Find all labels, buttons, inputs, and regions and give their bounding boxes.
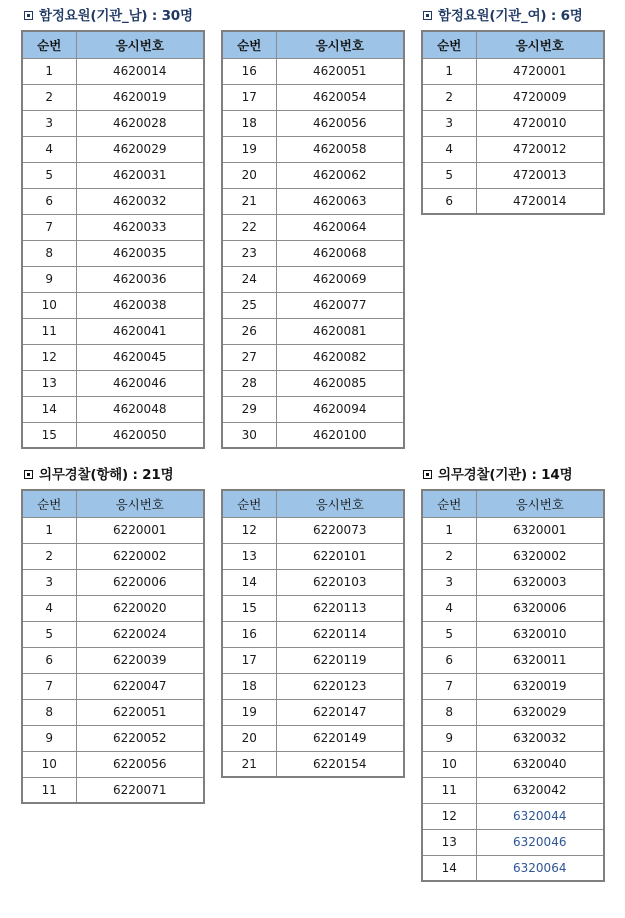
seq-cell: 5 (422, 621, 476, 647)
seq-cell: 10 (422, 751, 476, 777)
seq-cell: 11 (422, 777, 476, 803)
table-row (22, 292, 204, 318)
exam-number-cell: 4620048 (76, 396, 204, 422)
seq-cell: 7 (422, 673, 476, 699)
square-bullet-icon (24, 470, 33, 479)
table-row (422, 803, 604, 829)
exam-number-cell: 4620058 (276, 136, 404, 162)
exam-number-cell: 4620029 (76, 136, 204, 162)
exam-number-cell: 6320042 (476, 777, 604, 803)
column-header-seq: 순번 (422, 31, 476, 58)
exam-number-cell: 4620028 (76, 110, 204, 136)
exam-number-cell: 6220149 (276, 725, 404, 751)
table-row (422, 725, 604, 751)
table-row (222, 569, 404, 595)
table-row (222, 543, 404, 569)
exam-number-cell: 6220071 (76, 777, 204, 803)
seq-cell: 13 (222, 543, 276, 569)
table-row (22, 266, 204, 292)
exam-number-cell: 4620051 (276, 58, 404, 84)
exam-number-cell: 4720014 (476, 188, 604, 214)
table-row (22, 777, 204, 803)
table-row (22, 699, 204, 725)
seq-cell: 10 (22, 751, 76, 777)
seq-cell: 3 (22, 110, 76, 136)
table-row (22, 344, 204, 370)
table-row (22, 188, 204, 214)
exam-number-cell: 4620050 (76, 422, 204, 448)
seq-cell: 26 (222, 318, 276, 344)
column-header-seq: 순번 (222, 490, 276, 517)
seq-cell: 5 (422, 162, 476, 188)
seq-cell: 16 (222, 621, 276, 647)
table-row (22, 110, 204, 136)
exam-number-cell: 4620069 (276, 266, 404, 292)
table-row (222, 214, 404, 240)
table-row (22, 214, 204, 240)
seq-cell: 6 (22, 647, 76, 673)
table-row (422, 647, 604, 673)
exam-number-cell: 6320010 (476, 621, 604, 647)
table-row (22, 422, 204, 448)
seq-cell: 6 (422, 647, 476, 673)
seq-cell: 2 (422, 84, 476, 110)
table-row (222, 699, 404, 725)
seq-cell: 20 (222, 725, 276, 751)
seq-cell: 11 (22, 777, 76, 803)
exam-number-cell: 4620068 (276, 240, 404, 266)
seq-cell: 20 (222, 162, 276, 188)
column-header-seq: 순번 (22, 490, 76, 517)
exam-number-cell: 6320044 (476, 803, 604, 829)
table-row (422, 595, 604, 621)
section-title-navy-male: 함정요원(기관_남) : 30명 (24, 7, 193, 25)
exam-number-cell: 6220001 (76, 517, 204, 543)
seq-cell: 10 (22, 292, 76, 318)
table-row (22, 318, 204, 344)
seq-cell: 4 (422, 595, 476, 621)
exam-number-cell: 4720012 (476, 136, 604, 162)
seq-cell: 16 (222, 58, 276, 84)
table-row (422, 699, 604, 725)
table-row (222, 266, 404, 292)
seq-cell: 1 (22, 58, 76, 84)
table-header-row (22, 490, 204, 517)
table-navy-male-a (21, 30, 205, 449)
seq-cell: 19 (222, 136, 276, 162)
table-header-row (422, 31, 604, 58)
exam-number-cell: 4720001 (476, 58, 604, 84)
exam-number-cell: 6320029 (476, 699, 604, 725)
exam-number-cell: 4620062 (276, 162, 404, 188)
table-row (222, 318, 404, 344)
exam-number-cell: 6320003 (476, 569, 604, 595)
exam-number-cell: 4620045 (76, 344, 204, 370)
exam-number-cell: 4720013 (476, 162, 604, 188)
exam-number-cell: 6220002 (76, 543, 204, 569)
table-row (22, 595, 204, 621)
square-bullet-icon (423, 11, 432, 20)
table-header-row (222, 31, 404, 58)
seq-cell: 9 (22, 725, 76, 751)
table-row (222, 58, 404, 84)
table-row (22, 517, 204, 543)
seq-cell: 13 (22, 370, 76, 396)
table-row (222, 188, 404, 214)
seq-cell: 8 (422, 699, 476, 725)
table-header-row (22, 31, 204, 58)
table-row (422, 855, 604, 881)
table-police-sea-a (21, 489, 205, 804)
table-row (22, 569, 204, 595)
exam-number-cell: 4620031 (76, 162, 204, 188)
table-row (422, 188, 604, 214)
column-header-seq: 순번 (422, 490, 476, 517)
exam-number-cell: 6220056 (76, 751, 204, 777)
table-row (222, 595, 404, 621)
table-row (222, 751, 404, 777)
exam-number-cell: 6320001 (476, 517, 604, 543)
exam-number-cell: 6320019 (476, 673, 604, 699)
seq-cell: 19 (222, 699, 276, 725)
seq-cell: 6 (22, 188, 76, 214)
table-row (422, 162, 604, 188)
seq-cell: 30 (222, 422, 276, 448)
table-row (222, 240, 404, 266)
table-row (422, 829, 604, 855)
exam-number-cell: 6220101 (276, 543, 404, 569)
seq-cell: 8 (22, 699, 76, 725)
table-row (222, 370, 404, 396)
table-row (22, 621, 204, 647)
column-header-exam-number: 응시번호 (76, 31, 204, 58)
exam-number-cell: 6320006 (476, 595, 604, 621)
table-row (422, 84, 604, 110)
table-row (222, 344, 404, 370)
exam-number-cell: 4720010 (476, 110, 604, 136)
seq-cell: 29 (222, 396, 276, 422)
seq-cell: 3 (22, 569, 76, 595)
table-header-row (222, 490, 404, 517)
table-row (222, 647, 404, 673)
exam-number-cell: 4620041 (76, 318, 204, 344)
seq-cell: 13 (422, 829, 476, 855)
seq-cell: 28 (222, 370, 276, 396)
seq-cell: 25 (222, 292, 276, 318)
column-header-exam-number: 응시번호 (476, 31, 604, 58)
table-row (422, 621, 604, 647)
seq-cell: 14 (422, 855, 476, 881)
exam-number-cell: 6320046 (476, 829, 604, 855)
table-row (22, 725, 204, 751)
seq-cell: 2 (22, 84, 76, 110)
exam-number-cell: 4620036 (76, 266, 204, 292)
seq-cell: 4 (22, 595, 76, 621)
exam-number-cell: 6220103 (276, 569, 404, 595)
table-row (22, 751, 204, 777)
column-header-seq: 순번 (22, 31, 76, 58)
exam-number-cell: 6320064 (476, 855, 604, 881)
exam-number-cell: 4620046 (76, 370, 204, 396)
column-header-exam-number: 응시번호 (276, 31, 404, 58)
exam-number-cell: 4620064 (276, 214, 404, 240)
exam-number-cell: 6220073 (276, 517, 404, 543)
exam-number-cell: 4620077 (276, 292, 404, 318)
seq-cell: 1 (22, 517, 76, 543)
table-row (222, 396, 404, 422)
seq-cell: 12 (422, 803, 476, 829)
seq-cell: 14 (22, 396, 76, 422)
column-header-exam-number: 응시번호 (476, 490, 604, 517)
exam-number-cell: 6220052 (76, 725, 204, 751)
seq-cell: 22 (222, 214, 276, 240)
exam-number-cell: 6220020 (76, 595, 204, 621)
table-row (422, 569, 604, 595)
table-header-row (422, 490, 604, 517)
seq-cell: 7 (22, 673, 76, 699)
exam-number-cell: 6320011 (476, 647, 604, 673)
seq-cell: 14 (222, 569, 276, 595)
table-row (22, 543, 204, 569)
seq-cell: 17 (222, 84, 276, 110)
table-row (422, 751, 604, 777)
table-row (422, 136, 604, 162)
exam-number-cell: 6220154 (276, 751, 404, 777)
exam-number-cell: 4620056 (276, 110, 404, 136)
exam-number-cell: 6220123 (276, 673, 404, 699)
table-row (22, 240, 204, 266)
seq-cell: 11 (22, 318, 76, 344)
square-bullet-icon (423, 470, 432, 479)
table-row (22, 136, 204, 162)
exam-number-cell: 6320032 (476, 725, 604, 751)
seq-cell: 8 (22, 240, 76, 266)
table-row (422, 110, 604, 136)
exam-number-cell: 4620063 (276, 188, 404, 214)
seq-cell: 2 (22, 543, 76, 569)
table-row (422, 58, 604, 84)
exam-number-cell: 6220051 (76, 699, 204, 725)
exam-number-cell: 6320002 (476, 543, 604, 569)
seq-cell: 9 (422, 725, 476, 751)
table-row (22, 647, 204, 673)
exam-number-cell: 4620100 (276, 422, 404, 448)
table-row (422, 673, 604, 699)
seq-cell: 18 (222, 110, 276, 136)
seq-cell: 23 (222, 240, 276, 266)
table-navy-female (421, 30, 605, 215)
table-row (222, 725, 404, 751)
table-row (22, 84, 204, 110)
exam-number-cell: 4620038 (76, 292, 204, 318)
table-row (22, 396, 204, 422)
table-police-sea-b (221, 489, 405, 778)
seq-cell: 17 (222, 647, 276, 673)
exam-number-cell: 6220113 (276, 595, 404, 621)
table-row (22, 162, 204, 188)
exam-number-cell: 6220119 (276, 647, 404, 673)
seq-cell: 5 (22, 621, 76, 647)
exam-number-cell: 4620014 (76, 58, 204, 84)
table-navy-male-b (221, 30, 405, 449)
exam-number-cell: 6220024 (76, 621, 204, 647)
exam-number-cell: 6220114 (276, 621, 404, 647)
table-row (222, 422, 404, 448)
seq-cell: 6 (422, 188, 476, 214)
exam-number-cell: 4620094 (276, 396, 404, 422)
section-title-navy-female: 함정요원(기관_여) : 6명 (423, 7, 583, 25)
seq-cell: 5 (22, 162, 76, 188)
table-row (222, 84, 404, 110)
seq-cell: 15 (22, 422, 76, 448)
exam-number-cell: 4620019 (76, 84, 204, 110)
exam-number-cell: 4620081 (276, 318, 404, 344)
exam-number-cell: 4620033 (76, 214, 204, 240)
seq-cell: 12 (222, 517, 276, 543)
seq-cell: 1 (422, 58, 476, 84)
table-police-engine (421, 489, 605, 882)
table-row (222, 517, 404, 543)
table-row (222, 621, 404, 647)
table-row (222, 673, 404, 699)
exam-number-cell: 4620085 (276, 370, 404, 396)
table-row (222, 162, 404, 188)
table-row (22, 58, 204, 84)
table-row (422, 517, 604, 543)
seq-cell: 3 (422, 110, 476, 136)
exam-number-cell: 4620035 (76, 240, 204, 266)
table-row (22, 370, 204, 396)
exam-number-cell: 6220006 (76, 569, 204, 595)
square-bullet-icon (24, 11, 33, 20)
seq-cell: 4 (22, 136, 76, 162)
column-header-exam-number: 응시번호 (276, 490, 404, 517)
exam-number-cell: 4720009 (476, 84, 604, 110)
seq-cell: 21 (222, 188, 276, 214)
table-row (422, 543, 604, 569)
section-title-police-sea: 의무경찰(항해) : 21명 (24, 466, 173, 484)
exam-number-cell: 6320040 (476, 751, 604, 777)
exam-number-cell: 4620054 (276, 84, 404, 110)
seq-cell: 24 (222, 266, 276, 292)
seq-cell: 12 (22, 344, 76, 370)
seq-cell: 9 (22, 266, 76, 292)
seq-cell: 2 (422, 543, 476, 569)
seq-cell: 3 (422, 569, 476, 595)
seq-cell: 21 (222, 751, 276, 777)
table-row (22, 673, 204, 699)
exam-number-cell: 6220047 (76, 673, 204, 699)
exam-number-cell: 4620032 (76, 188, 204, 214)
exam-number-cell: 6220147 (276, 699, 404, 725)
table-row (422, 777, 604, 803)
column-header-seq: 순번 (222, 31, 276, 58)
exam-number-cell: 4620082 (276, 344, 404, 370)
seq-cell: 27 (222, 344, 276, 370)
seq-cell: 7 (22, 214, 76, 240)
section-title-police-engine: 의무경찰(기관) : 14명 (423, 466, 572, 484)
seq-cell: 18 (222, 673, 276, 699)
exam-number-cell: 6220039 (76, 647, 204, 673)
table-row (222, 292, 404, 318)
seq-cell: 15 (222, 595, 276, 621)
column-header-exam-number: 응시번호 (76, 490, 204, 517)
seq-cell: 1 (422, 517, 476, 543)
table-row (222, 136, 404, 162)
table-row (222, 110, 404, 136)
seq-cell: 4 (422, 136, 476, 162)
